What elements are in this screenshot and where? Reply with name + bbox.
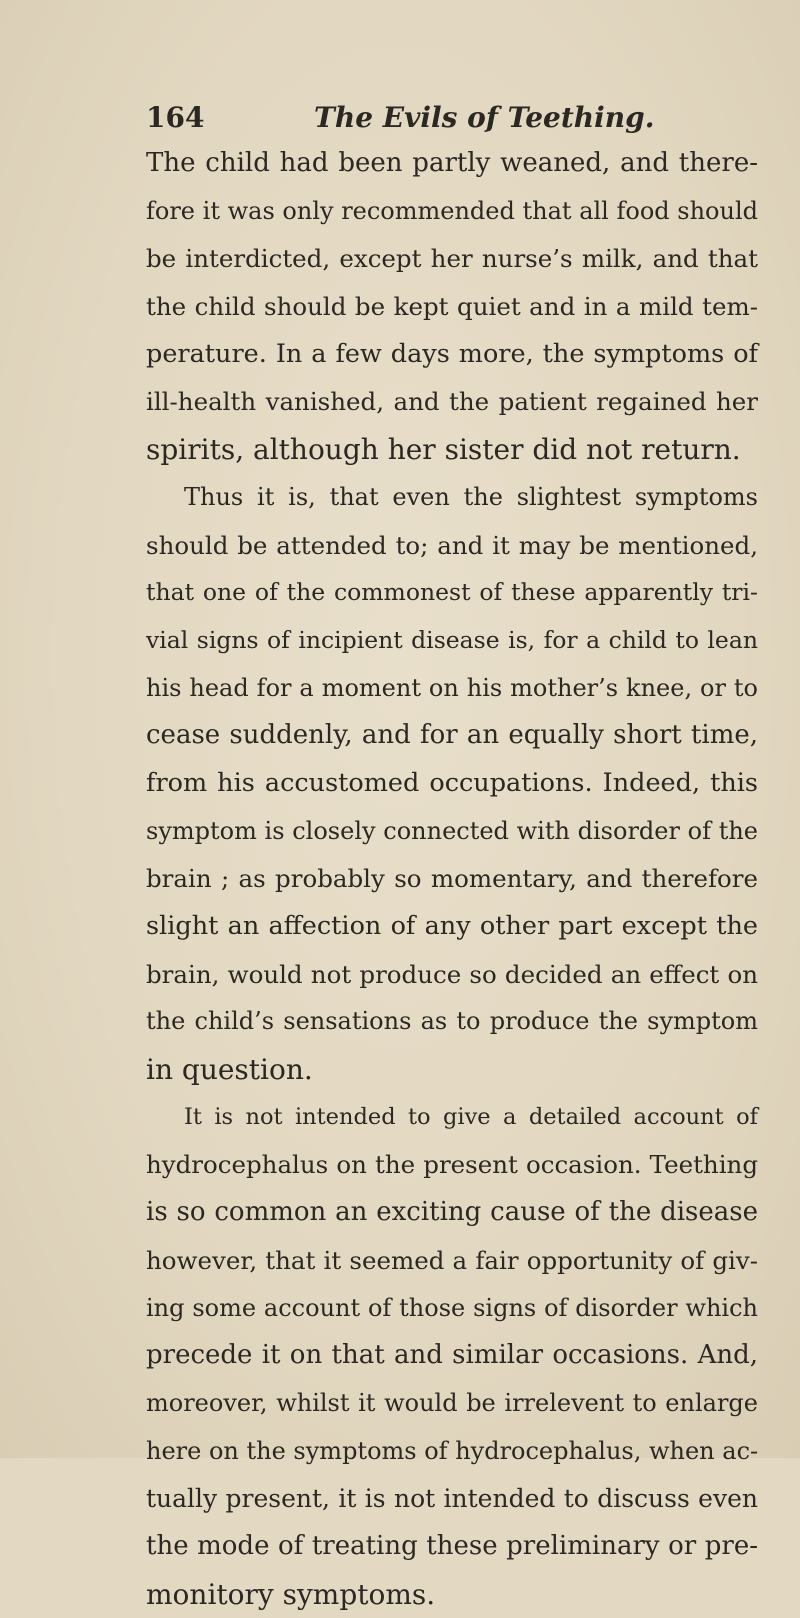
paragraph-1 [146, 140, 758, 474]
text-line: Thus it is, that even the slightest symptoms [184, 482, 758, 511]
text-line: hydrocephalus on the present occasion. Teething [146, 1150, 758, 1180]
text-line: brain ; as probably so momentary, and therefore [146, 864, 758, 894]
text-line: brain, would not produce so decided an effect on [146, 959, 758, 989]
text-line: The child had been partly weaned, and there- [146, 148, 758, 178]
text-line: that one of the commonest of these apparently tri- [146, 578, 758, 607]
running-title: The Evils of Teething. [314, 101, 655, 134]
text-line: perature. In a few days more, the symptoms of [146, 338, 758, 369]
text-line: tually present, it is not intended to discuss even [146, 1484, 758, 1514]
paragraph-3 [146, 1094, 758, 1618]
text-line: It is not intended to give a detailed account of [184, 1103, 758, 1130]
text-line: monitory symptoms. [146, 1577, 436, 1611]
text-line: his head for a moment on his mother’s knee, or to [146, 673, 758, 702]
text-line: in question. [146, 1053, 313, 1087]
text-line: moreover, whilst it would be irrelevent to enlarge [146, 1388, 758, 1417]
text-line: be interdicted, except her nurse’s milk, and that [146, 244, 758, 274]
text-line: slight an affection of any other part except the [146, 911, 758, 941]
text-line: spirits, although her sister did not return. [146, 433, 741, 467]
text-line: symptom is closely connected with disorder of the [146, 816, 758, 845]
text-line: vial signs of incipient disease is, for a child to lean [146, 625, 758, 654]
page-header [146, 98, 746, 138]
text-line: ing some account of those signs of disorder which [146, 1293, 758, 1322]
text-line: ill-health vanished, and the patient regained her [146, 387, 758, 417]
paragraph-2 [146, 474, 758, 1094]
text-line: precede it on that and similar occasions. And, [146, 1340, 758, 1371]
text-line: is so common an exciting cause of the disease [146, 1197, 758, 1228]
page-number: 164 [146, 101, 205, 134]
text-line: should be attended to; and it may be mentioned, [146, 530, 758, 560]
text-line: cease suddenly, and for an equally short time, [146, 720, 758, 751]
text-line: here on the symptoms of hydrocephalus, when ac- [146, 1436, 759, 1465]
text-line: the mode of treating these preliminary or pre- [146, 1530, 758, 1561]
body-text [146, 140, 758, 1618]
text-line: the child should be kept quiet and in a mild tem- [146, 292, 758, 322]
text-line: fore it was only recommended that all food should [146, 196, 758, 225]
text-line: the child’s sensations as to produce the symptom [146, 1007, 758, 1036]
text-line: however, that it seemed a fair opportunity of giv- [146, 1245, 758, 1275]
text-line: from his accustomed occupations. Indeed, this [146, 767, 758, 798]
